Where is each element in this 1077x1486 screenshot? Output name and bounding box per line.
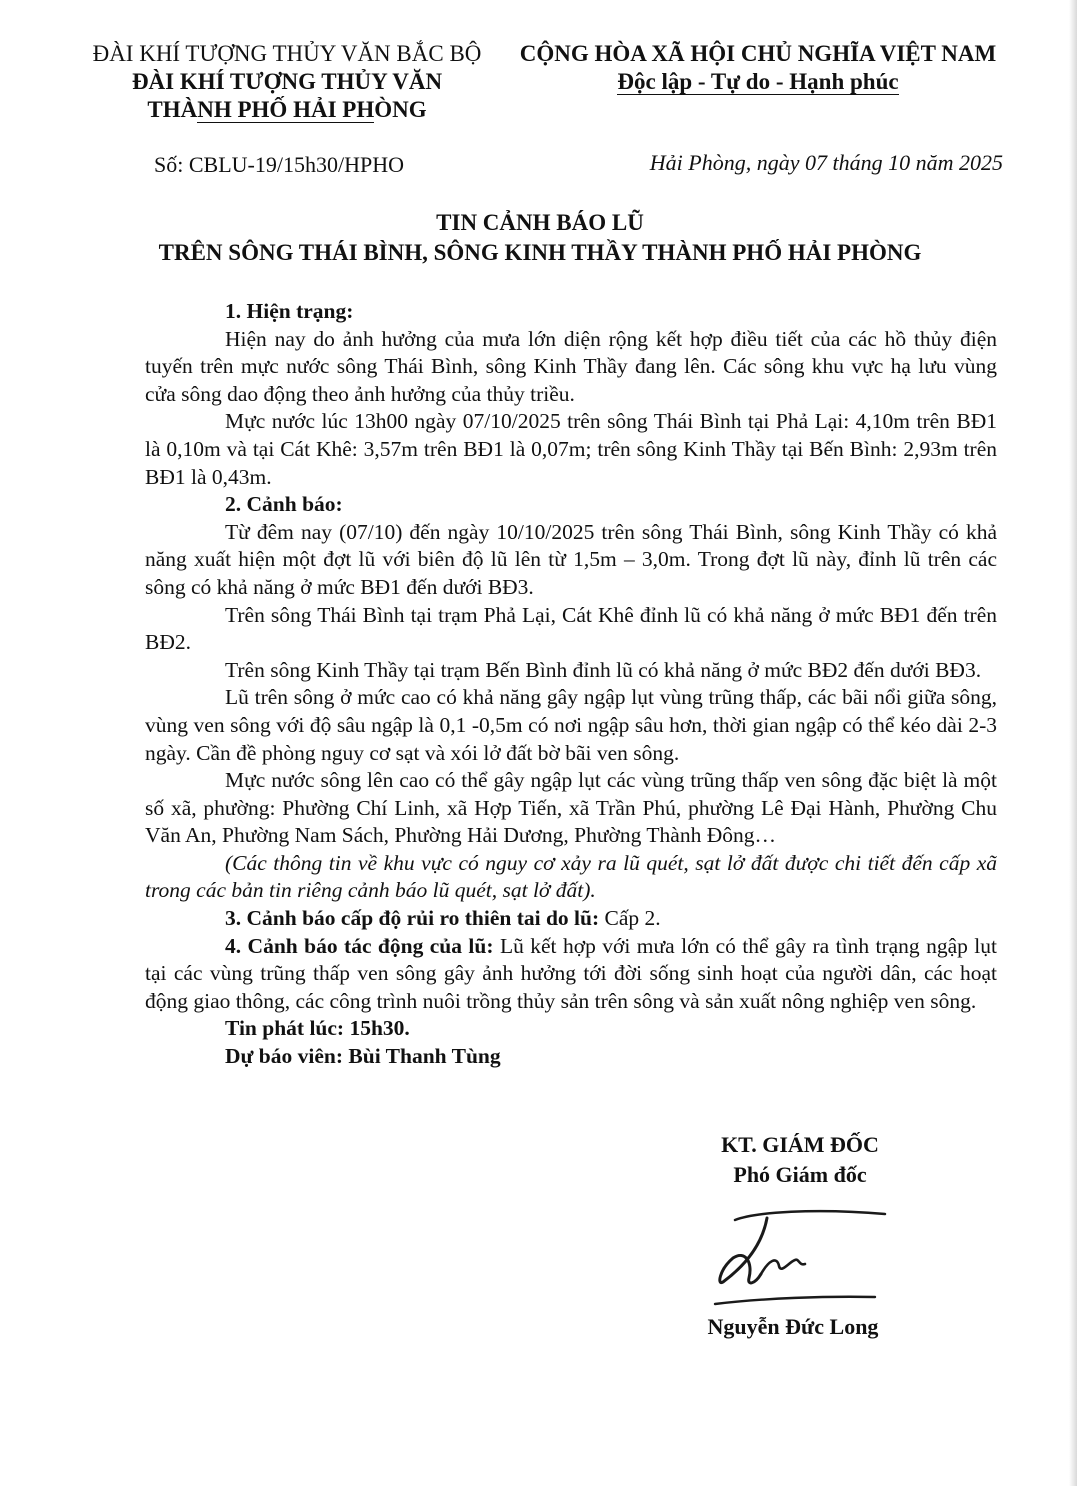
section-1-heading: 1. Hiện trạng: — [225, 299, 354, 323]
section-4-heading: 4. Cảnh báo tác động của lũ: — [225, 933, 494, 958]
document-title — [100, 208, 980, 268]
title-line-1: TIN CẢNH BÁO LŨ — [436, 210, 644, 235]
agency-city-underlined: NH PHỐ HẢI PH — [197, 97, 375, 122]
signer-name: Nguyễn Đức Long — [707, 1314, 879, 1339]
agency-city — [72, 96, 502, 124]
section-4-text: Lũ kết hợp với mưa lớn có thể gây ra tình trạng ngập lụt tại các vùng trũng thấp ven sông gây ảnh hưởng tới đời sống sinh hoạt của người dân, các hoạt động giao thông, các công trình nuôi trồng thủy sản trên sông và sản xuất nông nghiệp ven sông. — [145, 933, 997, 1013]
forecaster: Dự báo viên: Bùi Thanh Tùng — [225, 1044, 501, 1069]
signer-title: KT. GIÁM ĐỐC — [721, 1132, 879, 1157]
section-1-paragraph-2: Mực nước lúc 13h00 ngày 07/10/2025 trên sông Thái Bình tại Phả Lại: 4,10m trên BĐ1 là 0,10m và tại Cát Khê: 3,57m trên BĐ1 là 0,07m; trên sông Kinh Thầy tại Bến Bình: 2,93m trên BĐ1 là 0,43m. — [145, 409, 997, 489]
document-number: Số: CBLU-19/15h30/HPHO — [154, 152, 404, 177]
section-2-paragraph-2: Trên sông Thái Bình tại trạm Phả Lại, Cát Khê đỉnh lũ có khả năng ở mức BĐ1 đến trên BĐ2. — [145, 602, 997, 655]
agency-city-prefix: THÀ — [147, 97, 198, 122]
document-body — [145, 298, 997, 1071]
agency-city-suffix: ÒNG — [374, 97, 427, 122]
section-3-value: Cấp 2. — [599, 906, 661, 931]
section-2-paragraph-4: Lũ trên sông ở mức cao có khả năng gây ngập lụt vùng trũng thấp, các bãi nổi giữa sông, vùng ven sông với độ sâu ngập là 0,1 -0,5m có nơi ngập sâu hơn, thời gian ngập có thể kéo dài 2-3 ngày. Cần đề phòng nguy cơ sạt và xói lở đất bờ bãi ven sông. — [145, 685, 997, 765]
section-2-paragraph-1: Từ đêm nay (07/10) đến ngày 10/10/2025 trên sông Thái Bình, sông Kinh Thầy có khả năng xuất hiện một đợt lũ với biên độ lũ lên từ 1,5m – 3,0m. Trong đợt lũ này, đỉnh lũ trên các sông có khả năng ở mức BĐ1 đến dưới BĐ3. — [145, 519, 997, 599]
section-3 — [145, 905, 997, 933]
national-motto: Độc lập - Tự do - Hạnh phúc — [617, 69, 899, 94]
section-2-paragraph-3: Trên sông Kinh Thầy tại trạm Bến Bình đỉnh lũ có khả năng ở mức BĐ2 đến dưới BĐ3. — [225, 657, 982, 682]
section-2-heading: 2. Cảnh báo: — [225, 492, 343, 517]
section-2-paragraph-5: Mực nước sông lên cao có thể gây ngập lụt các vùng trũng thấp ven sông đặc biệt là một số xã, phường: Phường Chí Linh, xã Hợp Tiến, xã Trần Phú, phường Lê Đại Hành, Phường Chu Văn An, Phường Nam Sách, Phường Hải Dương, Phường Thành Đông… — [145, 768, 997, 848]
section-3-heading: 3. Cảnh báo cấp độ rủi ro thiên tai do lũ: — [225, 906, 600, 931]
nation-name: CỘNG HÒA XÃ HỘI CHỦ NGHĨA VIỆT NAM — [519, 41, 997, 66]
handwritten-signature — [695, 1200, 895, 1310]
signer-subtitle: Phó Giám đốc — [733, 1162, 867, 1187]
issue-time: Tin phát lúc: 15h30. — [225, 1016, 410, 1041]
title-line-2: TRÊN SÔNG THÁI BÌNH, SÔNG KINH THẦY THÀNH PHỐ HẢI PHÒNG — [158, 240, 922, 265]
document-date: Hải Phòng, ngày 07 tháng 10 năm 2025 — [649, 150, 1003, 175]
section-2-note: (Các thông tin về khu vực có nguy cơ xảy ra lũ quét, sạt lở đất được chi tiết đến cấp xã trong các bản tin riêng cảnh báo lũ quét, sạt lở đất). — [145, 850, 997, 903]
issuing-agency-header — [72, 40, 502, 124]
section-1-paragraph-1: Hiện nay do ảnh hưởng của mưa lớn diện rộng kết hợp điều tiết của các hồ thủy điện tuyến trên mực nước sông Thái Bình, sông Kinh Thầy đang lên. Các sông khu vực hạ lưu vùng cửa sông dao động theo ảnh hưởng của thủy triều. — [145, 326, 997, 406]
parent-agency-name: ĐÀI KHÍ TƯỢNG THỦY VĂN BẮC BỘ — [92, 41, 482, 66]
section-4 — [145, 933, 997, 1016]
page-edge-shadow — [1069, 0, 1077, 1486]
agency-name: ĐÀI KHÍ TƯỢNG THỦY VĂN — [131, 69, 443, 94]
signature-block — [640, 1130, 960, 1190]
national-header — [508, 40, 1008, 96]
